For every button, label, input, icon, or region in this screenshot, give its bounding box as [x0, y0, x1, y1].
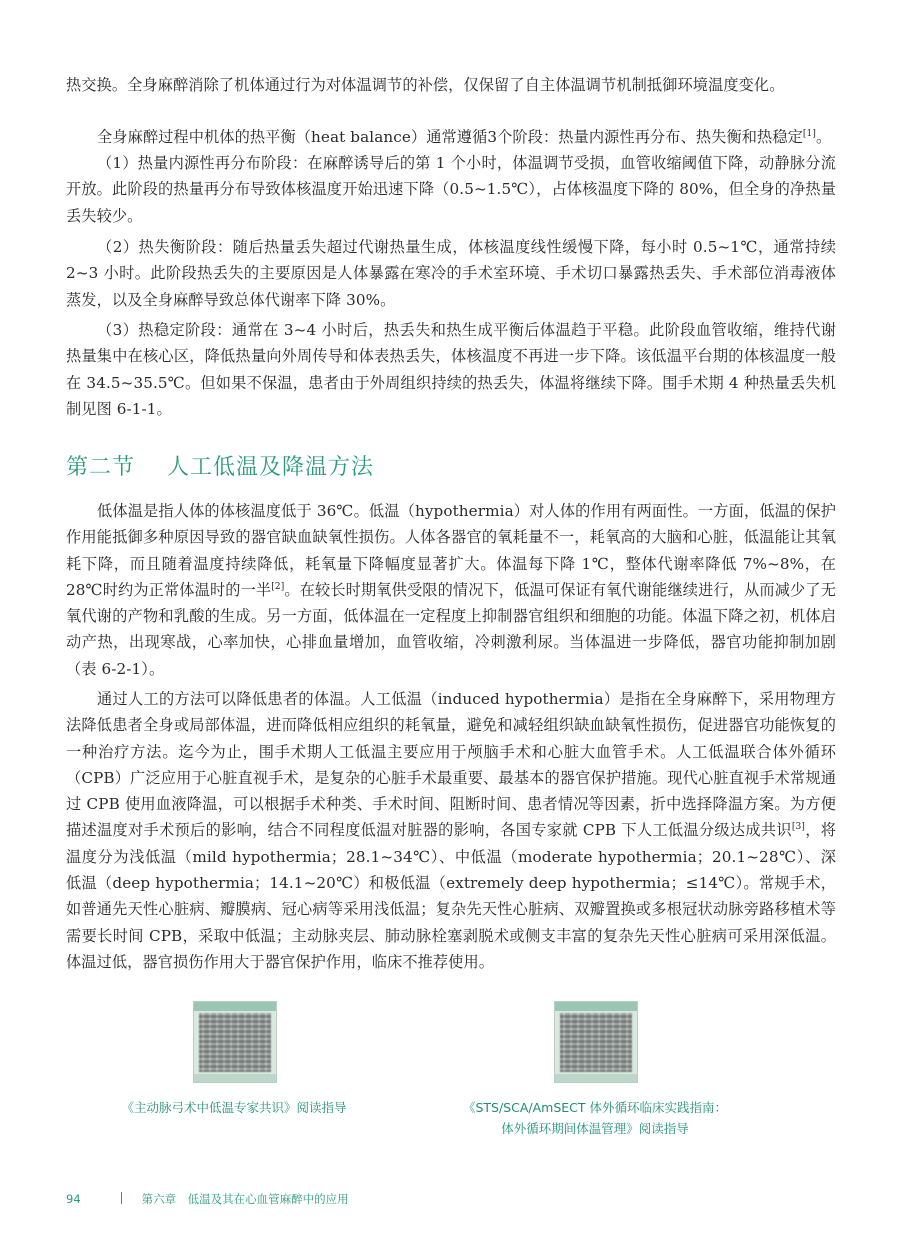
- caption-line: 《STS/SCA/AmSECT 体外循环临床实践指南：: [462, 1100, 728, 1115]
- paragraph-phase-1: [66, 150, 836, 229]
- chapter-title: 第六章 低温及其在心血管麻醉中的应用: [141, 1192, 349, 1206]
- paragraph-text: 。: [815, 128, 832, 146]
- paragraph-heat-balance: [66, 124, 836, 150]
- qr-code-aortic-arch[interactable]: [193, 1001, 277, 1083]
- section-title: 人工低温及降温方法: [167, 455, 375, 480]
- page-number: 94: [66, 1192, 81, 1206]
- paragraph-phase-3: [66, 317, 836, 422]
- citation-ref: [2]: [271, 581, 285, 592]
- citation-ref: [1]: [802, 129, 816, 139]
- paragraph-phase-2: [66, 234, 836, 313]
- section-number: 第二节: [66, 455, 136, 480]
- paragraph-text: 通过人工的方法可以降低患者的体温。人工低温（induced hypothermia）是指在全身麻醉下，采用物理方法降低患者全身或局部体温，进而降低相应组织的耗氧量，避免和减轻组织缺血缺氧性损伤，促进器官功能恢复的一种治疗方法。迄今为止，围手术期人工低温主要应用于颅脑手术和心脏大血管手术。人工低温联合体外循环（CPB）广泛应用于心脏直视手术，是复杂的心脏手术最重要、最基本的器官保护措施。现代心脏直视手术常规通过 CPB 使用血液降温，可以根据手术种类、手术时间、阻断时间、患者情况等因素，折中选择降温方案。为方便描述温度对手术预后的影响，结合不同程度低温对脏器的影响，各国专家就 CPB 下人工低温分级达成共识: [66, 690, 836, 840]
- qr-caption-sts-guideline: [440, 1097, 750, 1139]
- caption-line: 《主动脉弓术中低温专家共识》阅读指导: [121, 1100, 347, 1115]
- paragraph-induced-hypothermia: [66, 686, 836, 975]
- paragraph-text: 全身麻醉过程中机体的热平衡（heat balance）通常遵循3个阶段：热量内源性再分布、热失衡和热稳定: [97, 128, 803, 146]
- footer-divider: [121, 1192, 122, 1204]
- paragraph-text: ，将温度分为浅低温（mild hypothermia；28.1~34℃）、中低温（moderate hypothermia；20.1~28℃）、深低温（deep hypothermia；14.1~20℃）和极低温（extremely deep hypothermia；≤14℃）。常规手术，如普通先天性心脏病、瓣膜病、冠心病等采用浅低温；复杂先天性心脏病、双瓣置换或多根冠状动脉旁路移植术等需要长时间 CPB，采取中低温；主动脉夹层、肺动脉栓塞剥脱术或侧支丰富的复杂先天性心脏病可采用深低温。体温过低，器官损伤作用大于器官保护作用，临床不推荐使用。: [66, 821, 836, 971]
- section-heading: [66, 450, 374, 481]
- paragraph-text: 热交换。全身麻醉消除了机体通过行为对体温调节的补偿，仅保留了自主体温调节机制抵御环境温度变化。: [66, 76, 785, 94]
- qr-caption-aortic-arch: [99, 1097, 369, 1118]
- citation-ref: [3]: [791, 822, 805, 833]
- caption-line: 体外循环期间体温管理》阅读指导: [501, 1121, 689, 1136]
- page-footer: [66, 1191, 349, 1207]
- qr-code-sts-guideline[interactable]: [554, 1001, 638, 1083]
- paragraph-text: （1）热量内源性再分布阶段：在麻醉诱导后的第 1 个小时，体温调节受损，血管收缩阈值下降，动静脉分流开放。此阶段的热量再分布导致体核温度开始迅速下降（0.5~1.5℃），占体核温度下降的 80%，但全身的净热量丢失较少。: [66, 154, 836, 225]
- paragraph-text: （3）热稳定阶段：通常在 3~4 小时后，热丢失和热生成平衡后体温趋于平稳。此阶段血管收缩，维持代谢热量集中在核心区，降低热量向外周传导和体表热丢失，体核温度不再进一步下降。该低温平台期的体核温度一般在 34.5~35.5℃。但如果不保温，患者由于外周组织持续的热丢失，体温将继续下降。围手术期 4 种热量丢失机制见图 6-1-1。: [66, 321, 836, 418]
- paragraph-continuation: [66, 72, 836, 98]
- paragraph-text: 。在较长时期氧供受限的情况下，低温可保证有氧代谢能继续进行，从而减少了无氧代谢的产物和乳酸的生成。另一方面，低体温在一定程度上抑制器官组织和细胞的功能。体温下降之初，机体启动产热，出现寒战，心率加快，心排血量增加，血管收缩，冷刺激利尿。当体温进一步降低，器官功能抑制加剧（表 6-2-1）。: [66, 580, 836, 678]
- paragraph-text: 低体温是指人体的体核温度低于 36℃。低温（hypothermia）对人体的作用有两面性。一方面，低温的保护作用能抵御多种原因导致的器官缺血缺氧性损伤。人体各器官的氧耗量不一，耗氧高的大脑和心脏，低温能让其氧耗下降，而且随着温度持续降低，耗氧量下降幅度显著扩大。体温每下降 1℃，整体代谢率降低 7%~8%，在 28℃时约为正常体温时的一半: [66, 502, 836, 599]
- paragraph-text: （2）热失衡阶段：随后热量丢失超过代谢热量生成，体核温度线性缓慢下降，每小时 0.5~1℃，通常持续 2~3 小时。此阶段热丢失的主要原因是人体暴露在寒冷的手术室环境、手术切口暴露热丢失、手术部位消毒液体蒸发，以及全身麻醉导致总体代谢率下降 30%。: [66, 238, 836, 309]
- paragraph-hypothermia: [66, 498, 836, 682]
